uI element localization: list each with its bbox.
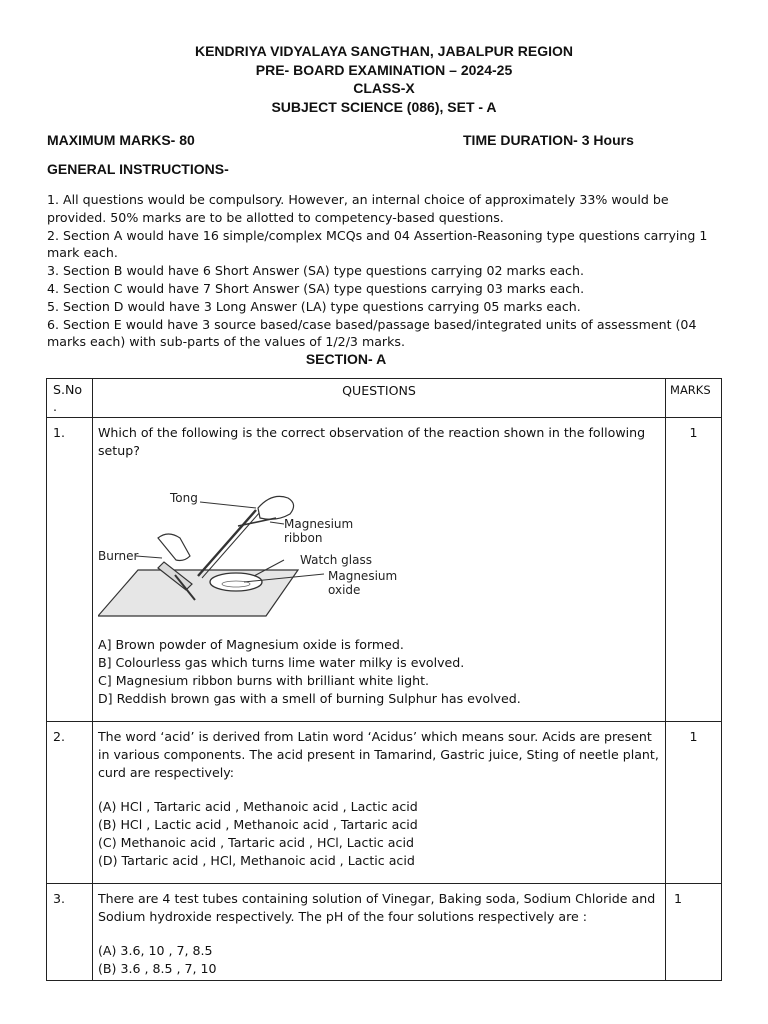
options-list — [98, 636, 660, 708]
questions-table — [46, 378, 722, 981]
option-b: (B) HCl , Lactic acid , Methanoic acid , Tartaric acid — [97, 817, 418, 832]
tong-label: Tong — [169, 491, 198, 505]
section-title: SECTION- A — [305, 351, 387, 367]
options-list — [98, 798, 660, 870]
header-organization: KENDRIYA VIDYALAYA SANGTHAN, JABALPUR REGION — [194, 43, 574, 59]
question-number: 1. — [47, 418, 93, 722]
option-a: (A) 3.6, 10 , 7, 8.5 — [97, 943, 213, 958]
option-b: B] Colourless gas which turns lime water milky is evolved. — [97, 655, 465, 670]
ribbon-label: ribbon — [283, 531, 323, 545]
question-number: 3. — [47, 884, 93, 981]
question-marks: 1 — [666, 418, 722, 722]
option-d: (D) Tartaric acid , HCl, Methanoic acid , Lactic acid — [97, 853, 415, 868]
platform-shape — [98, 570, 298, 616]
option-d: D] Reddish brown gas with a smell of burning Sulphur has evolved. — [97, 691, 521, 706]
question-marks: 1 — [666, 722, 722, 884]
option-b: (B) 3.6 , 8.5 , 7, 10 — [97, 961, 217, 976]
exam-header — [0, 42, 768, 116]
burner-label: Burner — [97, 549, 139, 563]
watch-glass-label: Watch glass — [299, 553, 372, 567]
instruction-item: 3. Section B would have 6 Short Answer (SA) type questions carrying 02 marks each. — [47, 263, 584, 279]
time-duration: TIME DURATION- 3 Hours — [463, 132, 634, 148]
instructions-list — [47, 191, 727, 351]
question-number: 2. — [47, 722, 93, 884]
marks-header: MARKS — [666, 379, 722, 418]
header-subject: SUBJECT SCIENCE (086), SET - A — [271, 98, 497, 115]
option-a: (A) HCl , Tartaric acid , Methanoic acid , Lactic acid — [97, 799, 418, 814]
questions-header: QUESTIONS — [92, 379, 665, 418]
options-list — [98, 942, 660, 978]
table-header-row — [47, 379, 722, 418]
tong-shape — [198, 510, 256, 576]
instruction-item: 6. Section E would have 3 source based/case based/passage based/integrated units of assessment (04 marks each) with sub-parts of the values of 1/2/3 marks. — [47, 316, 697, 350]
sno-header: S.No . — [47, 379, 93, 418]
header-exam-name: PRE- BOARD EXAMINATION – 2024-25 — [255, 61, 513, 78]
table-row — [47, 418, 722, 722]
hand-lower-icon — [158, 534, 190, 561]
magnesium-oxide-label: Magnesium — [327, 569, 398, 583]
instructions-title: GENERAL INSTRUCTIONS- — [47, 161, 229, 177]
oxide-label: oxide — [327, 583, 361, 597]
option-a: A] Brown powder of Magnesium oxide is formed. — [97, 637, 404, 652]
question-text: Which of the following is the correct observation of the reaction shown in the following setup? — [97, 425, 646, 458]
instruction-item: 4. Section C would have 7 Short Answer (SA) type questions carrying 03 marks each. — [47, 280, 585, 296]
magnesium-burning-setup-diagram — [98, 478, 408, 618]
table-row — [47, 884, 722, 981]
instruction-item: 1. All questions would be compulsory. However, an internal choice of approximately 33% would be provided. 50% marks are to be allotted to competency-based questions. — [47, 192, 669, 225]
header-class: CLASS-X — [353, 80, 415, 96]
max-marks: MAXIMUM MARKS- 80 — [47, 132, 195, 148]
question-body — [92, 884, 665, 981]
question-marks: 1 — [666, 884, 722, 981]
instruction-item: 2. Section A would have 16 simple/complex MCQs and 04 Assertion-Reasoning type questions carrying 1 mark each. — [47, 227, 708, 261]
table-row — [47, 722, 722, 884]
question-text: There are 4 test tubes containing solution of Vinegar, Baking soda, Sodium Chloride and Sodium hydroxide respectively. The pH of the four solutions respectively are : — [97, 891, 656, 924]
hand-upper-icon — [258, 496, 294, 519]
instruction-item: 5. Section D would have 3 Long Answer (LA) type questions carrying 05 marks each. — [47, 298, 581, 314]
option-c: C] Magnesium ribbon burns with brilliant white light. — [97, 673, 430, 688]
question-body — [92, 418, 665, 722]
option-c: (C) Methanoic acid , Tartaric acid , HCl, Lactic acid — [97, 835, 414, 850]
question-body — [92, 722, 665, 884]
magnesium-label: Magnesium — [283, 517, 354, 531]
question-text: The word ‘acid’ is derived from Latin word ‘Acidus’ which means sour. Acids are present in various components. The acid present in Tamarind, Gastric juice, Sting of neetle plant, curd are respectively: — [97, 729, 659, 780]
